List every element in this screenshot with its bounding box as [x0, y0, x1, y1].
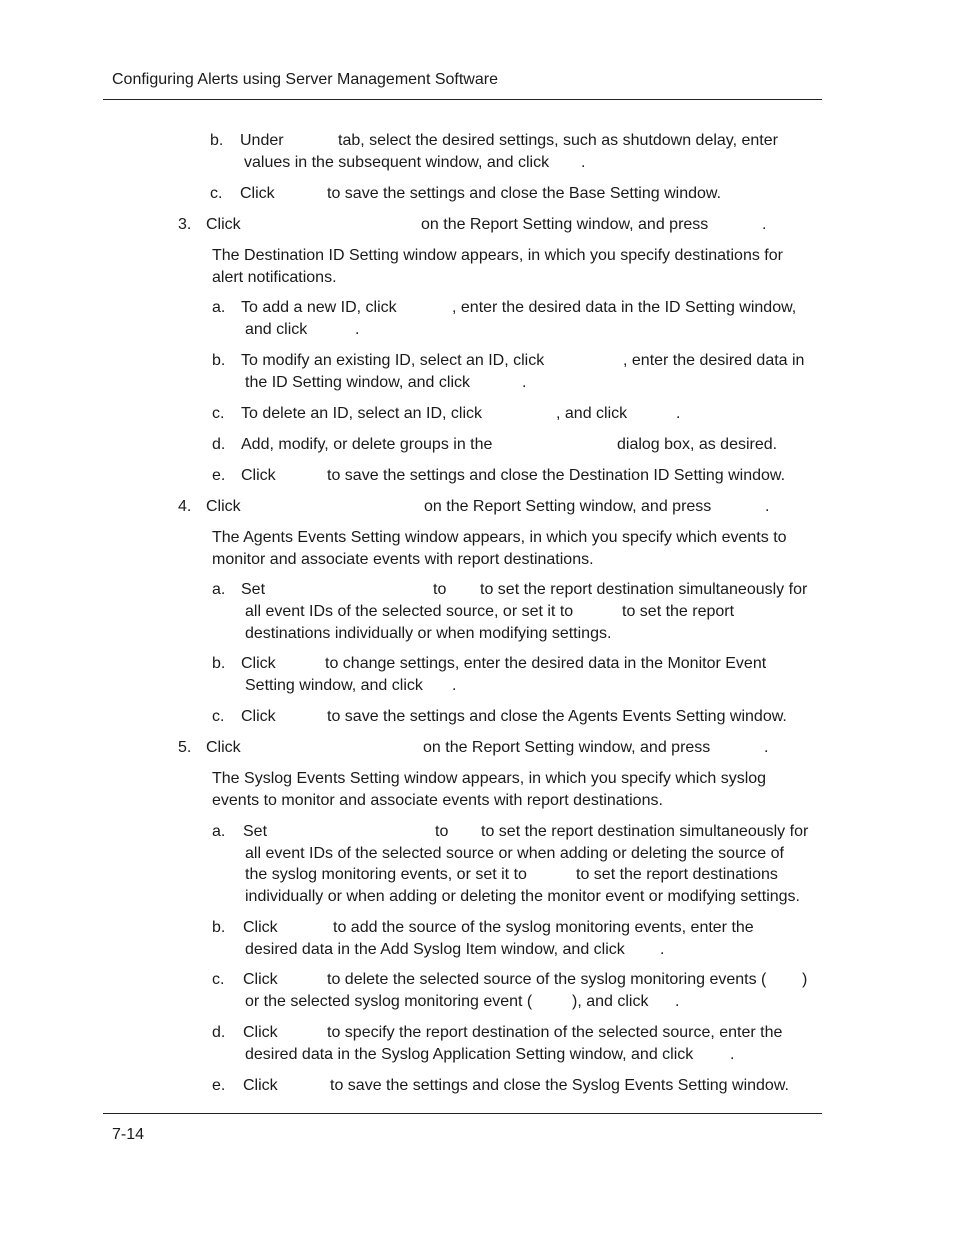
text-fragment: .: [355, 321, 360, 338]
text-fragment: , and click: [556, 405, 628, 422]
text-fragment: to: [435, 823, 449, 840]
text-fragment: to save the settings and close the Syslog Events Setting window.: [330, 1077, 789, 1094]
text-fragment: Set: [241, 581, 266, 598]
text-fragment: destinations individually or when modifying settings.: [245, 625, 612, 642]
list-marker: a.: [212, 823, 226, 840]
text-fragment: on the Report Setting window, and press: [423, 739, 711, 756]
text-fragment: Click: [206, 498, 241, 515]
list-marker: 5.: [178, 739, 192, 756]
text-fragment: Setting window, and click: [245, 677, 423, 694]
text-fragment: .: [730, 1046, 735, 1063]
list-marker: 4.: [178, 498, 192, 515]
text-fragment: Add, modify, or delete groups in the: [241, 436, 493, 453]
text-fragment: desired data in the Syslog Application Setting window, and click: [245, 1046, 694, 1063]
text-fragment: .: [660, 941, 665, 958]
text-fragment: to: [433, 581, 447, 598]
list-marker: a.: [212, 299, 226, 316]
list-marker: b.: [212, 352, 226, 369]
list-marker: a.: [212, 581, 226, 598]
text-fragment: alert notifications.: [212, 269, 337, 286]
text-fragment: .: [675, 993, 680, 1010]
footer-rule: [103, 1113, 822, 1114]
header-rule: [103, 99, 822, 100]
text-fragment: the ID Setting window, and click: [245, 374, 471, 391]
text-fragment: to save the settings and close the Base Setting window.: [327, 185, 722, 202]
text-fragment: Click: [240, 185, 275, 202]
list-marker: b.: [212, 655, 226, 672]
text-fragment: Set: [243, 823, 268, 840]
text-fragment: .: [765, 498, 770, 515]
text-fragment: to specify the report destination of the selected source, enter the: [327, 1024, 783, 1041]
text-fragment: To modify an existing ID, select an ID, click: [241, 352, 545, 369]
text-fragment: , enter the desired data in: [623, 352, 805, 369]
list-marker: c.: [210, 185, 223, 202]
text-fragment: To add a new ID, click: [241, 299, 397, 316]
text-fragment: tab, select the desired settings, such as shutdown delay, enter: [338, 132, 778, 149]
running-header-title: Configuring Alerts using Server Management Software: [112, 71, 498, 88]
text-fragment: .: [762, 216, 767, 233]
text-fragment: ), and click: [572, 993, 649, 1010]
list-marker: d.: [212, 436, 226, 453]
text-fragment: .: [452, 677, 457, 694]
list-marker: e.: [212, 467, 226, 484]
text-fragment: on the Report Setting window, and press: [424, 498, 712, 515]
text-fragment: values in the subsequent window, and click: [244, 154, 550, 171]
text-fragment: events to monitor and associate events with report destinations.: [212, 792, 663, 809]
text-fragment: The Agents Events Setting window appears, in which you specify which events to: [212, 529, 787, 546]
text-fragment: Click: [206, 216, 241, 233]
text-fragment: the syslog monitoring events, or set it to: [245, 866, 527, 883]
text-fragment: to save the settings and close the Agents Events Setting window.: [327, 708, 787, 725]
text-fragment: to set the report destination simultaneously for: [480, 581, 808, 598]
text-fragment: monitor and associate events with report destinations.: [212, 551, 594, 568]
text-fragment: Click: [243, 971, 278, 988]
text-fragment: and click: [245, 321, 308, 338]
text-fragment: Under: [240, 132, 284, 149]
text-fragment: The Syslog Events Setting window appears, in which you specify which syslog: [212, 770, 767, 787]
text-fragment: .: [581, 154, 586, 171]
text-fragment: , enter the desired data in the ID Setting window,: [452, 299, 797, 316]
text-fragment: .: [676, 405, 681, 422]
text-fragment: ): [802, 971, 808, 988]
text-fragment: Click: [241, 467, 276, 484]
text-fragment: Click: [243, 1024, 278, 1041]
text-fragment: The Destination ID Setting window appears, in which you specify destinations for: [212, 247, 783, 264]
text-fragment: all event IDs of the selected source or when adding or deleting the source of: [245, 845, 784, 862]
text-fragment: to set the report destinations: [576, 866, 778, 883]
list-marker: c.: [212, 405, 225, 422]
text-fragment: Click: [241, 655, 276, 672]
list-marker: b.: [210, 132, 224, 149]
text-fragment: Click: [241, 708, 276, 725]
text-fragment: to save the settings and close the Destination ID Setting window.: [327, 467, 786, 484]
list-marker: d.: [212, 1024, 226, 1041]
text-fragment: To delete an ID, select an ID, click: [241, 405, 482, 422]
list-marker: e.: [212, 1077, 226, 1094]
text-fragment: dialog box, as desired.: [617, 436, 778, 453]
text-fragment: to set the report destination simultaneously for: [481, 823, 809, 840]
page-number: 7-14: [112, 1126, 145, 1143]
list-marker: c.: [212, 971, 225, 988]
list-marker: b.: [212, 919, 226, 936]
list-marker: 3.: [178, 216, 192, 233]
text-fragment: individually or when adding or deleting the monitor event or modifying settings.: [245, 888, 800, 905]
text-fragment: to change settings, enter the desired data in the Monitor Event: [325, 655, 767, 672]
text-fragment: on the Report Setting window, and press: [421, 216, 709, 233]
text-fragment: Click: [206, 739, 241, 756]
text-fragment: Click: [243, 1077, 278, 1094]
text-fragment: Click: [243, 919, 278, 936]
text-fragment: or the selected syslog monitoring event (: [245, 993, 533, 1010]
list-marker: c.: [212, 708, 225, 725]
text-fragment: to delete the selected source of the syslog monitoring events (: [327, 971, 767, 988]
text-fragment: desired data in the Add Syslog Item window, and click: [245, 941, 625, 958]
text-fragment: .: [522, 374, 527, 391]
text-fragment: to add the source of the syslog monitoring events, enter the: [333, 919, 754, 936]
text-fragment: to set the report: [622, 603, 735, 620]
text-fragment: .: [764, 739, 769, 756]
text-fragment: all event IDs of the selected source, or set it to: [245, 603, 574, 620]
